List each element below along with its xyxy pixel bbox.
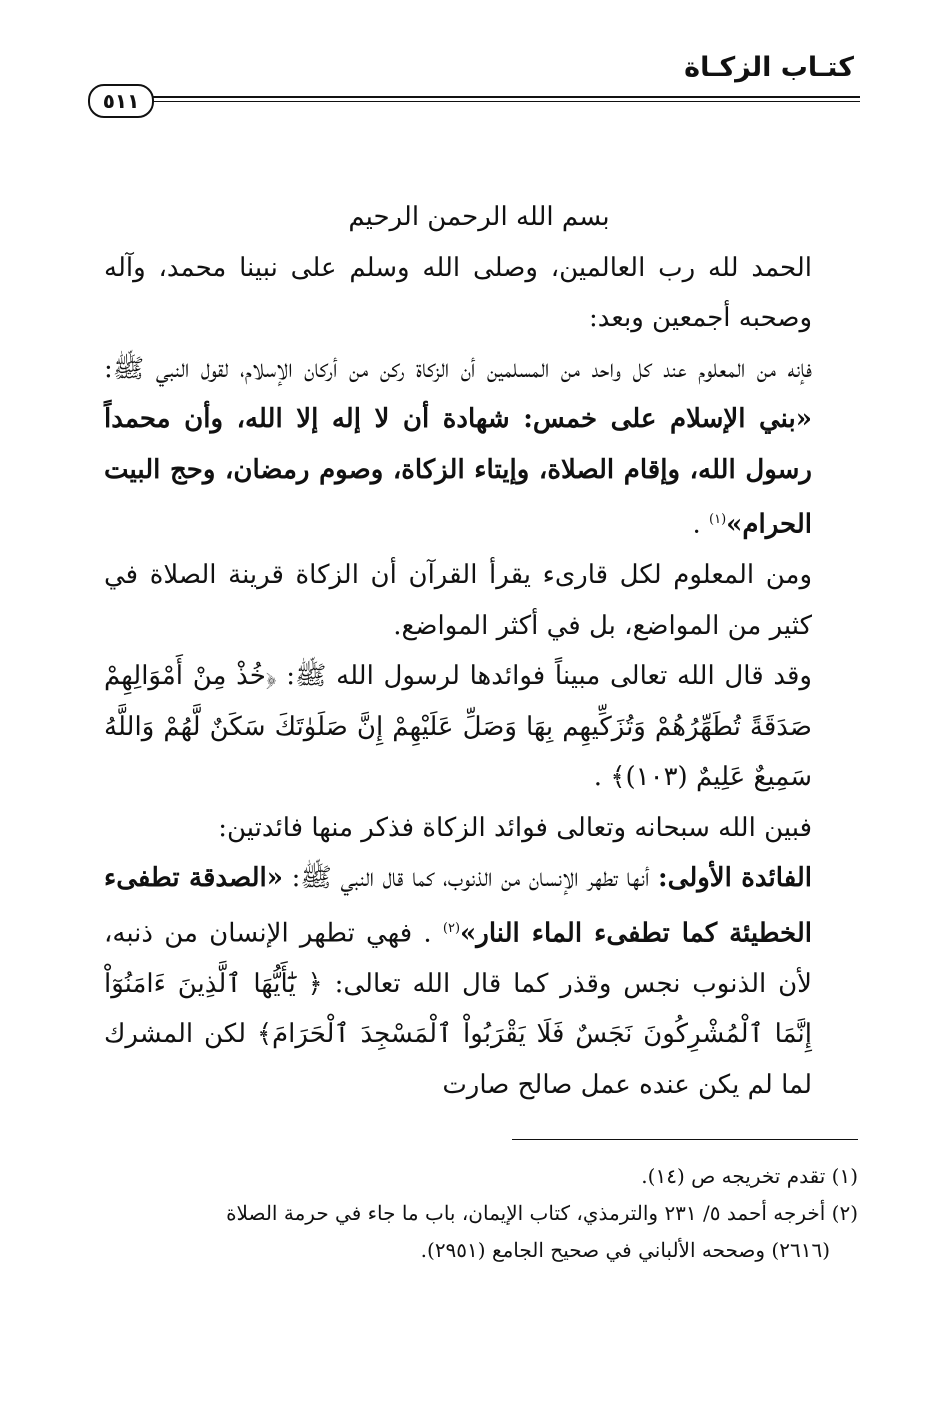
quran-verse-2: ﴿ يَٰٓأَيُّهَا ٱلَّذِينَ ءَامَنُوٓاْ إِنَّمَا ٱلْمُشْرِكُونَ نَجَسٌ فَلَا يَقْرَبُواْ ٱلْمَسْجِدَ ٱلْحَرَامَ﴾ [104, 968, 812, 1050]
footnote-ref-2: (٢) [442, 920, 461, 936]
basmala: بسم الله الرحمن الرحيم [348, 202, 610, 232]
footnotes [104, 1158, 858, 1269]
running-title: كتـاب الزكـاة [684, 52, 854, 83]
main-text [104, 192, 854, 1110]
first-benefit-text-3: لكن المشرك لما لم يكن عنده عمل صالح صارت [104, 1019, 812, 1100]
footnote-ref-1: (١) [709, 512, 727, 527]
paragraph-verse-text: وقد قال الله تعالى مبيناً فوائدها لرسول الله ﷺ: [276, 661, 812, 692]
footnote-1: (١) تقدم تخريجه ص (١٤). [641, 1164, 858, 1188]
footnote-2: (٢) أخرجه أحمد ٥/ ٢٣١ والترمذي، كتاب الإيمان، باب ما جاء في حرمة الصلاة [226, 1201, 858, 1225]
paragraph-first-benefit [104, 853, 854, 1110]
paragraph-verse-end: . [593, 762, 611, 793]
paragraph-pillar [104, 344, 854, 551]
paragraph-opening: الحمد لله رب العالمين، وصلى الله وسلم على نبينا محمد، وآله وصحبه أجمعين وبعد: [104, 252, 812, 333]
footnote-rule [512, 1139, 858, 1140]
footnote-2-cont: (٢٦١٦) وصححه الألباني في صحيح الجامع (٢٩٥١). [420, 1238, 830, 1262]
first-benefit-text-2: . فهي تطهر الإنسان من ذنبه، لأن الذنوب نجس وقذر كما قال الله تعالى: [104, 918, 812, 999]
quran-verse: ﴿خُذْ مِنْ أَمْوَالِهِمْ صَدَقَةً تُطَهِّرُهُمْ وَتُزَكِّيهِم بِهَا وَصَلِّ عَلَيْهِمْ إِنَّ صَلَوٰتَكَ سَكَنٌ لَّهُمْ وَاللَّهُ سَمِيعٌ عَلِيمٌ (١٠٣)﴾ [104, 661, 812, 793]
benefit-label: الفائدة الأولى: [658, 863, 813, 894]
page-number: ٥١١ [102, 89, 140, 113]
paragraph-benefits: فبين الله سبحانه وتعالى فوائد الزكاة فذكر منها فائدتين: [218, 812, 812, 843]
hadith-quote-2: «الصدقة تطفىء الخطيئة كما تطفىء الماء النار» [104, 863, 812, 949]
page-number-badge [88, 84, 154, 118]
first-benefit-text: أنها تطهر الإنسان من الذنوب، كما قال النبي ﷺ: [283, 863, 659, 894]
paragraph-verse [104, 651, 854, 803]
paragraph-pillar-text: فإنه من المعلوم عند كل واحد من المسلمين أن الزكاة ركن من أركان الإسلام، لقول النبي ﷺ: [104, 353, 812, 384]
paragraph-pillar-end: . [692, 509, 709, 540]
hadith-quote: «بني الإسلام على خمس: شهادة أن لا إله إلا الله، وأن محمداً رسول الله، وإقام الصلاة، وإيتاء الزكاة، وصوم رمضان، وحج البيت الحرام» [104, 404, 812, 540]
header-rule [148, 96, 860, 98]
header-rule-thin [148, 101, 860, 102]
paragraph-companion: ومن المعلوم لكل قارىء يقرأ القرآن أن الزكاة قرينة الصلاة في كثير من المواضع، بل في أكثر المواضع. [104, 560, 812, 641]
